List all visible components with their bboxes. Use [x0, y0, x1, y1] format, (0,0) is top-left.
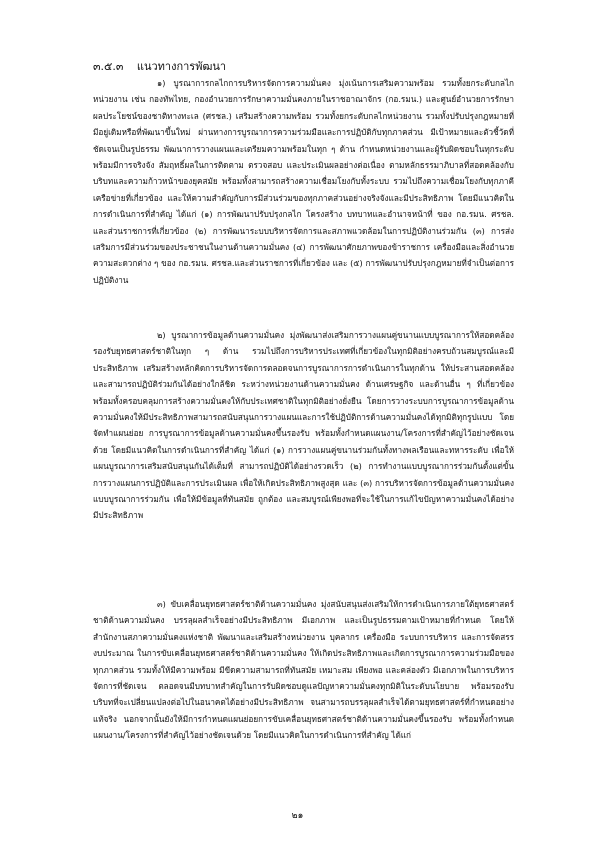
section-heading	[93, 60, 226, 74]
paragraph-3: ๓) ขับเคลื่อนยุทธศาสตร์ชาติด้านความมั่นคง มุ่งสนับสนุนส่งเสริมให้การดำเนินการภายใต้ยุทธศาสตร์ชาติด้านความมั่นคง บรรลุผลสำเร็จอย่างมีประสิทธิภาพ มีเอกภาพ และเป็นรูปธรรมตามเป้าหมายที่กำหนด โดยให้สำนักงานสภาความมั่นคงแห่งชาติ พัฒนาและเสริมสร้างหน่วยงาน บุคลากร เครื่องมือ ระบบการบริหาร และการจัดสรรงบประมาณ ในการขับเคลื่อนยุทธศาสตร์ชาติด้านความมั่นคง ให้เกิดประสิทธิภาพและเกิดการบูรณาการความร่วมมือของทุกภาคส่วน รวมทั้งให้มีความพร้อม มีขีดความสามารถที่ทันสมัย เหมาะสม เพียงพอ และคล่องตัว มีเอกภาพในการบริหารจัดการที่ชัดเจน ตลอดจนมีบทบาทสำคัญในการรับผิดชอบดูแลปัญหาความมั่นคงทุกมิติในระดับนโยบาย พร้อมรองรับบริบทที่จะเปลี่ยนแปลงต่อไปในอนาคตได้อย่างมีประสิทธิภาพ จนสามารถบรรลุผลสำเร็จได้ตามยุทธศาสตร์ที่กำหนดอย่างแท้จริง นอกจากนั้นยังให้มีการกำหนดแผนย่อยการขับเคลื่อนยุทธศาสตร์ชาติด้านความมั่นคงขึ้นรองรับ พร้อมทั้งกำหนดแผนงาน/โครงการที่สำคัญไว้อย่างชัดเจนด้วย โดยมีแนวคิดในการดำเนินการที่สำคัญ ได้แก่	[93, 599, 514, 741]
paragraph-2: ๒) บูรณาการข้อมูลด้านความมั่นคง มุ่งพัฒนาส่งเสริมการวางแผนคู่ขนานแบบบูรณาการให้สอดคล้องรองรับยุทธศาสตร์ชาติในทุก ๆ ด้าน รวมไปถึงการบริหารประเทศที่เกี่ยวข้องในทุกมิติอย่างครบถ้วนสมบูรณ์และมีประสิทธิภาพ เสริมสร้างหลักคิดการบริหารจัดการตลอดจนการบูรณาการการดำเนินการในทุกด้าน ให้ประสานสอดคล้องและสามารถปฏิบัติร่วมกันได้อย่างใกล้ชิด ระหว่างหน่วยงานด้านความมั่นคง ด้านเศรษฐกิจ และด้านอื่น ๆ ที่เกี่ยวข้อง พร้อมทั้งครอบคลุมการสร้างความมั่นคงให้กับประเทศชาติในทุกมิติอย่างยั่งยืน โดยการวางระบบการบูรณาการข้อมูลด้านความมั่นคงให้มีประสิทธิภาพสามารถสนับสนุนการวางแผนและการใช้ปฏิบัติการด้านความมั่นคงได้ทุกมิติทุกรูปแบบ โดยจัดทำแผนย่อย การบูรณาการข้อมูลด้านความมั่นคงขึ้นรองรับ พร้อมทั้งกำหนดแผนงาน/โครงการที่สำคัญไว้อย่างชัดเจนด้วย โดยมีแนวคิดในการดำเนินการที่สำคัญ ได้แก่ (๑) การวางแผนคู่ขนานร่วมกันทั้งทางพลเรือนและทหารระดับ เพื่อให้แผนบูรณาการเสริมสนับสนุนกันได้เต็มที่ สามารถปฏิบัติได้อย่างรวดเร็ว (๒) การทำงานแบบบูรณาการร่วมกันตั้งแต่ขั้นการวางแผนการปฏิบัติและการประเมินผล เพื่อให้เกิดประสิทธิภาพสูงสุด และ (๓) การบริหารจัดการข้อมูลด้านความมั่นคงแบบบูรณาการร่วมกัน เพื่อให้มีข้อมูลที่ทันสมัย ถูกต้อง และสมบูรณ์เพียงพอที่จะใช้ในการแก้ไขปัญหาความมั่นคงได้อย่างมีประสิทธิภาพ	[93, 330, 514, 521]
paragraph-1: ๑) บูรณาการกลไกการบริหารจัดการความมั่นคง มุ่งเน้นการเสริมความพร้อม รวมทั้งยกระดับกลไกหน่วยงาน เช่น กองทัพไทย, กองอำนวยการรักษาความมั่นคงภายในราชอาณาจักร (กอ.รมน.) และศูนย์อำนวยการรักษาผลประโยชน์ของชาติทางทะเล (ศรชล.) เสริมสร้างความพร้อม รวมทั้งยกระดับกลไกหน่วยงาน รวมทั้งปรับปรุงกฎหมายที่มีอยู่เดิมหรือที่พัฒนาขึ้นใหม่ ผ่านทางการบูรณาการความร่วมมือและการปฏิบัติกับทุกภาคส่วน มีเป้าหมายและตัวชี้วัดที่ชัดเจนเป็นรูปธรรม พัฒนาการวางแผนและเตรียมความพร้อมในทุก ๆ ด้าน กำหนดหน่วยงานและผู้รับผิดชอบในทุกระดับ พร้อมมีการจริงจัง สัมฤทธิ์ผลในการติดตาม ตรวจสอบ และประเมินผลอย่างต่อเนื่อง ตามหลักธรรมาภิบาลที่สอดคล้องกับบริบทและความก้าวหน้าของยุคสมัย พร้อมทั้งสามารถสร้างความเชื่อมโยงกับทั้งระบบ รวมไปถึงความเชื่อมโยงกับทุกภาคีเครือข่ายที่เกี่ยวข้อง และให้ความสำคัญกับการมีส่วนร่วมของทุกภาคส่วนอย่างจริงจังและมีประสิทธิภาพ โดยมีแนวคิดในการดำเนินการที่สำคัญ ได้แก่ (๑) การพัฒนาปรับปรุงกลไก โครงสร้าง บทบาทและอำนาจหน้าที่ ของ กอ.รมน. ศรชล. และส่วนราชการที่เกี่ยวข้อง (๒) การพัฒนาระบบบริหารจัดการและสภาพแวดล้อมในการปฏิบัติงานร่วมกัน (๓) การส่งเสริมการมีส่วนร่วมของประชาชนในงานด้านความมั่นคง (๔) การพัฒนาศักยภาพของข้าราชการ เครื่องมือและสิ่งอำนวยความสะดวกต่าง ๆ ของ กอ.รมน. ศรชล.และส่วนราชการที่เกี่ยวข้อง และ (๕) การพัฒนาปรับปรุงกฎหมายที่จำเป็นต่อการปฏิบัติงาน	[93, 78, 514, 285]
section-number: ๓.๕.๓	[93, 60, 124, 73]
page-number: ๒๑	[291, 811, 304, 821]
section-title: แนวทางการพัฒนา	[136, 60, 227, 73]
